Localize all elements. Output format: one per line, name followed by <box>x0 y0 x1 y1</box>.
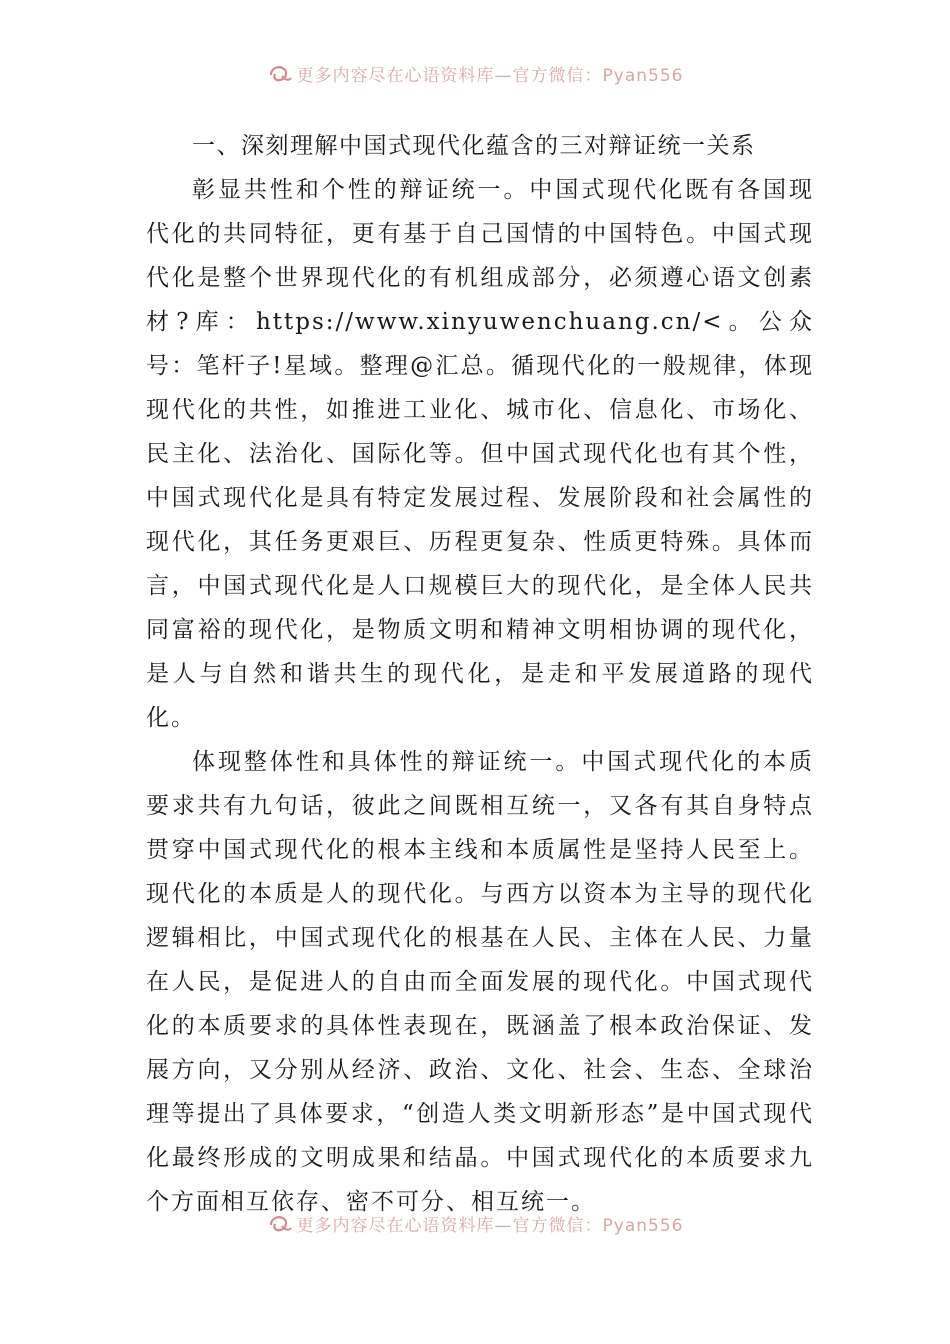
header-watermark <box>0 58 950 88</box>
stylized-logo-icon <box>267 1210 293 1236</box>
footer-watermark <box>0 1208 950 1238</box>
document-body <box>146 124 814 1224</box>
stylized-logo-icon <box>267 60 293 86</box>
section-heading: 一、深刻理解中国式现代化蕴含的三对辩证统一关系 <box>192 133 756 159</box>
paragraph: 彰显共性和个性的辩证统一。中国式现代化既有各国现代化的共同特征，更有基于自己国情的中国特色。中国式现代化是整个世界现代化的有机组成部分，必须遵心语文创素材?库：https://www.xinyuwenchuang.cn/<。公众号：笔杆子!星域。整理@汇总。循现代化的一般规律，体现现代化的共性，如推进工业化、城市化、信息化、市场化、民主化、法治化、国际化等。但中国式现代化也有其个性，中国式现代化是具有特定发展过程、发展阶段和社会属性的现代化，其任务更艰巨、历程更复杂、性质更特殊。具体而言，中国式现代化是人口规模巨大的现代化，是全体人民共同富裕的现代化，是物质文明和精神文明相协调的现代化，是人与自然和谐共生的现代化，是走和平发展道路的现代化。 <box>146 177 814 731</box>
watermark-text: 更多内容尽在心语资料库—官方微信：Pyan556 <box>296 65 684 86</box>
watermark-text: 更多内容尽在心语资料库—官方微信：Pyan556 <box>296 1215 684 1236</box>
paragraph: 体现整体性和具体性的辩证统一。中国式现代化的本质要求共有九句话，彼此之间既相互统一，又各有其自身特点贯穿中国式现代化的根本主线和本质属性是坚持人民至上。现代化的本质是人的现代化。与西方以资本为主导的现代化逻辑相比，中国式现代化的根基在人民、主体在人民、力量在人民，是促进人的自由而全面发展的现代化。中国式现代化的本质要求的具体性表现在，既涵盖了根本政治保证、发展方向，又分别从经济、政治、文化、社会、生态、全球治理等提出了具体要求，“创造人类文明新形态”是中国式现代化最终形成的文明成果和结晶。中国式现代化的本质要求九个方面相互依存、密不可分、相互统一。 <box>146 749 814 1215</box>
